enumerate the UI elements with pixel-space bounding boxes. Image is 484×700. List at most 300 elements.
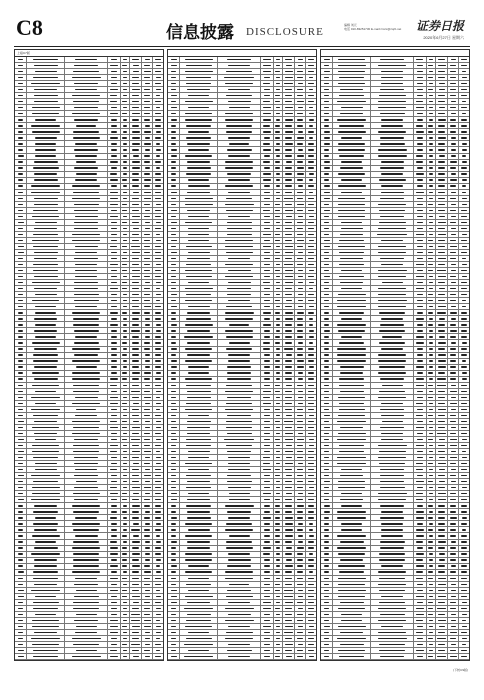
illegible-text (228, 354, 250, 355)
table-cell (65, 546, 108, 551)
illegible-text (156, 632, 161, 633)
table-cell (108, 636, 120, 641)
illegible-text (264, 318, 270, 319)
illegible-text (297, 517, 303, 518)
table-cell (108, 461, 120, 466)
illegible-text (429, 306, 433, 307)
table-cell (108, 268, 120, 273)
table-cell (436, 226, 448, 231)
illegible-text (171, 644, 176, 645)
illegible-text (18, 294, 23, 295)
illegible-text (75, 276, 97, 277)
illegible-text (31, 192, 60, 193)
table-cell (218, 63, 261, 68)
table-cell (180, 298, 218, 303)
illegible-text (186, 65, 212, 66)
table-cell (153, 449, 163, 454)
illegible-text (35, 469, 57, 470)
illegible-text (297, 571, 303, 572)
illegible-text (122, 101, 127, 102)
illegible-text (379, 95, 406, 96)
illegible-text (285, 294, 292, 295)
table-cell (371, 347, 414, 352)
illegible-text (171, 125, 176, 126)
table-cell (321, 413, 333, 418)
table-cell (371, 75, 414, 80)
table-cell (153, 546, 163, 551)
table-cell (27, 220, 65, 225)
table-cell (371, 389, 414, 394)
table-cell (436, 443, 448, 448)
illegible-text (297, 324, 303, 325)
table-cell (414, 461, 426, 466)
illegible-text (263, 403, 270, 404)
table-cell (448, 184, 459, 189)
illegible-text (429, 95, 433, 96)
table-cell (168, 99, 180, 104)
illegible-text (429, 565, 433, 566)
table-cell (130, 606, 142, 611)
table-cell (448, 588, 459, 593)
table-cell (274, 642, 283, 647)
illegible-text (324, 288, 328, 289)
table-cell (142, 304, 153, 309)
table-cell (274, 437, 283, 442)
illegible-text (378, 155, 407, 156)
table-cell (459, 232, 469, 237)
table-cell (283, 552, 295, 557)
table-cell (130, 419, 142, 424)
table-cell (261, 160, 273, 165)
illegible-text (31, 553, 60, 554)
illegible-text (186, 487, 211, 488)
illegible-text (123, 192, 127, 193)
table-cell (180, 129, 218, 134)
illegible-text (308, 372, 314, 373)
table-cell (153, 316, 163, 321)
illegible-text (309, 336, 314, 337)
table-cell (218, 268, 261, 273)
table-cell (168, 286, 180, 291)
illegible-text (226, 95, 253, 96)
illegible-text (122, 378, 127, 379)
illegible-text (324, 354, 330, 355)
illegible-text (132, 547, 140, 548)
table-cell (261, 461, 273, 466)
table-cell (15, 292, 27, 297)
table-cell (459, 268, 469, 273)
table-cell (274, 395, 283, 400)
table-cell (414, 582, 426, 587)
table-cell (180, 594, 218, 599)
illegible-text (171, 475, 176, 476)
illegible-text (155, 216, 160, 217)
illegible-text (171, 541, 177, 542)
illegible-text (308, 397, 314, 398)
table-column-3 (320, 49, 470, 661)
table-cell (130, 431, 142, 436)
illegible-text (171, 511, 176, 512)
illegible-text (188, 216, 210, 217)
table-cell (306, 268, 316, 273)
table-cell (65, 564, 108, 569)
table-cell (283, 365, 295, 370)
table-cell (436, 588, 448, 593)
table-cell (321, 220, 333, 225)
table-cell (306, 166, 316, 171)
illegible-text (461, 397, 466, 398)
illegible-text (264, 240, 271, 241)
table-cell (414, 606, 426, 611)
table-cell (333, 533, 371, 538)
illegible-text (123, 125, 127, 126)
illegible-text (378, 276, 406, 277)
illegible-text (339, 409, 365, 410)
illegible-text (380, 481, 404, 482)
illegible-text (429, 228, 433, 229)
illegible-text (309, 77, 314, 78)
table-cell (459, 377, 469, 382)
table-cell (295, 316, 306, 321)
illegible-text (450, 95, 457, 96)
table-cell (459, 395, 469, 400)
illegible-text (32, 644, 58, 645)
illegible-text (438, 354, 446, 355)
illegible-text (324, 493, 329, 494)
table-cell (168, 87, 180, 92)
illegible-text (155, 198, 161, 199)
illegible-text (416, 385, 424, 386)
illegible-text (18, 590, 24, 591)
illegible-text (188, 457, 209, 458)
illegible-text (171, 119, 177, 120)
illegible-text (275, 342, 280, 343)
illegible-text (381, 318, 403, 319)
table-cell (333, 425, 371, 430)
table-cell (108, 546, 120, 551)
illegible-text (263, 173, 270, 174)
illegible-text (324, 397, 329, 398)
table-cell (261, 600, 273, 605)
illegible-text (428, 578, 433, 579)
table-cell (459, 600, 469, 605)
illegible-text (324, 113, 328, 114)
table-cell (295, 564, 306, 569)
illegible-text (461, 222, 466, 223)
illegible-text (145, 547, 150, 548)
table-cell (142, 232, 153, 237)
table-cell (436, 600, 448, 605)
illegible-text (276, 77, 280, 78)
table-cell (180, 485, 218, 490)
table-cell (168, 642, 180, 647)
illegible-text (171, 89, 176, 90)
illegible-text (144, 95, 150, 96)
table-cell (295, 111, 306, 116)
illegible-text (285, 77, 293, 78)
table-cell (130, 226, 142, 231)
table-cell (427, 117, 436, 122)
illegible-text (337, 547, 366, 548)
table-cell (130, 582, 142, 587)
table-cell (274, 540, 283, 545)
illegible-text (123, 523, 127, 524)
illegible-text (429, 499, 433, 500)
illegible-text (111, 638, 117, 639)
table-cell (168, 636, 180, 641)
illegible-text (18, 155, 24, 156)
table-cell (121, 190, 130, 195)
illegible-text (264, 306, 270, 307)
illegible-text (171, 620, 176, 621)
table-cell (274, 431, 283, 436)
illegible-text (438, 167, 445, 168)
illegible-text (144, 155, 150, 156)
table-cell (130, 57, 142, 62)
table-cell (261, 141, 273, 146)
illegible-text (144, 650, 150, 651)
table-cell (371, 570, 414, 575)
table-cell (142, 262, 153, 267)
table-cell (321, 533, 333, 538)
illegible-text (284, 632, 292, 633)
table-cell (168, 389, 180, 394)
illegible-text (461, 294, 467, 295)
illegible-text (428, 372, 433, 373)
table-cell (130, 310, 142, 315)
table-cell (274, 389, 283, 394)
illegible-text (171, 312, 176, 313)
illegible-text (417, 602, 423, 603)
illegible-text (308, 59, 313, 60)
table-cell (180, 365, 218, 370)
illegible-text (145, 210, 150, 211)
illegible-text (132, 409, 139, 410)
illegible-text (111, 59, 117, 60)
illegible-text (276, 89, 280, 90)
illegible-text (451, 306, 456, 307)
illegible-text (309, 324, 314, 325)
table-cell (65, 172, 108, 177)
illegible-text (450, 463, 456, 464)
illegible-text (461, 288, 467, 289)
table-cell (168, 262, 180, 267)
illegible-text (340, 372, 363, 373)
table-cell (108, 419, 120, 424)
table-cell (306, 63, 316, 68)
table-cell (274, 63, 283, 68)
illegible-text (341, 161, 363, 162)
table-cell (321, 274, 333, 279)
table-cell (306, 654, 316, 659)
illegible-text (285, 439, 293, 440)
illegible-text (110, 469, 117, 470)
illegible-text (462, 264, 467, 265)
illegible-text (297, 499, 304, 500)
illegible-text (187, 258, 209, 259)
illegible-text (461, 415, 467, 416)
table-cell (130, 334, 142, 339)
illegible-text (275, 131, 280, 132)
table-cell (108, 582, 120, 587)
illegible-text (123, 59, 127, 60)
table-cell (218, 582, 261, 587)
table-cell (448, 298, 459, 303)
illegible-text (263, 71, 271, 72)
illegible-text (111, 71, 118, 72)
table-cell (414, 612, 426, 617)
table-cell (283, 280, 295, 285)
table-cell (274, 485, 283, 490)
table-cell (153, 564, 163, 569)
table-cell (306, 160, 316, 165)
table-cell (427, 111, 436, 116)
table-cell (15, 576, 27, 581)
table-cell (427, 401, 436, 406)
table-cell (65, 419, 108, 424)
illegible-text (171, 632, 176, 633)
illegible-text (308, 143, 314, 144)
table-cell (436, 431, 448, 436)
table-cell (459, 533, 469, 538)
table-cell (108, 81, 120, 86)
illegible-text (380, 505, 403, 506)
table-cell (153, 93, 163, 98)
illegible-text (324, 119, 329, 120)
table-cell (121, 437, 130, 442)
illegible-text (74, 487, 98, 488)
illegible-text (171, 282, 176, 283)
illegible-text (132, 415, 139, 416)
table-cell (371, 588, 414, 593)
page-code: C8 (16, 15, 43, 40)
table-cell (27, 178, 65, 183)
table-cell (108, 642, 120, 647)
illegible-text (416, 403, 423, 404)
table-cell (283, 262, 295, 267)
table-cell (218, 479, 261, 484)
illegible-text (264, 360, 270, 361)
table-cell (283, 178, 295, 183)
table-cell (27, 340, 65, 345)
illegible-text (156, 541, 161, 542)
illegible-text (379, 590, 405, 591)
illegible-text (18, 433, 24, 434)
table-cell (274, 479, 283, 484)
illegible-text (285, 378, 291, 379)
illegible-text (308, 83, 314, 84)
table-cell (153, 226, 163, 231)
table-cell (121, 594, 130, 599)
illegible-text (285, 282, 293, 283)
illegible-text (75, 415, 97, 416)
table-cell (65, 353, 108, 358)
table-cell (130, 268, 142, 273)
table-cell (306, 401, 316, 406)
illegible-text (378, 372, 407, 373)
illegible-text (132, 258, 139, 259)
illegible-text (144, 300, 150, 301)
illegible-text (187, 397, 211, 398)
table-cell (295, 570, 306, 575)
table-cell (261, 395, 273, 400)
table-cell (274, 280, 283, 285)
table-cell (65, 322, 108, 327)
table-cell (321, 515, 333, 520)
illegible-text (18, 143, 23, 144)
illegible-text (229, 107, 250, 108)
illegible-text (428, 89, 433, 90)
illegible-text (461, 596, 467, 597)
illegible-text (226, 125, 251, 126)
table-cell (414, 425, 426, 430)
table-cell (436, 515, 448, 520)
illegible-text (286, 475, 292, 476)
table-cell (130, 184, 142, 189)
illegible-text (155, 415, 161, 416)
illegible-text (171, 222, 177, 223)
illegible-text (156, 222, 161, 223)
illegible-text (337, 324, 366, 325)
illegible-text (309, 656, 314, 657)
illegible-text (461, 137, 466, 138)
table-cell (427, 274, 436, 279)
table-cell (459, 389, 469, 394)
table-cell (15, 407, 27, 412)
table-cell (448, 419, 459, 424)
illegible-text (18, 397, 23, 398)
illegible-text (381, 185, 403, 186)
table-cell (27, 353, 65, 358)
table-cell (108, 540, 120, 545)
table-cell (448, 328, 459, 333)
illegible-text (429, 71, 433, 72)
table-cell (306, 521, 316, 526)
table-cell (142, 570, 153, 575)
illegible-text (263, 234, 270, 235)
table-cell (306, 413, 316, 418)
table-cell (283, 509, 295, 514)
illegible-text (76, 650, 97, 651)
table-cell (448, 190, 459, 195)
table-cell (142, 527, 153, 532)
illegible-text (380, 198, 403, 199)
table-cell (142, 238, 153, 243)
table-cell (27, 479, 65, 484)
table-cell (436, 503, 448, 508)
table-cell (180, 654, 218, 659)
illegible-text (309, 173, 314, 174)
illegible-text (429, 348, 433, 349)
table-cell (130, 636, 142, 641)
table-cell (295, 274, 306, 279)
table-cell (333, 87, 371, 92)
illegible-text (263, 517, 270, 518)
table-cell (436, 558, 448, 563)
illegible-text (264, 445, 270, 446)
table-cell (371, 334, 414, 339)
illegible-text (438, 535, 445, 536)
table-cell (306, 461, 316, 466)
table-cell (15, 93, 27, 98)
illegible-text (297, 167, 304, 168)
illegible-text (381, 535, 403, 536)
illegible-text (73, 608, 100, 609)
illegible-text (450, 608, 456, 609)
table-cell (283, 190, 295, 195)
table-cell (27, 172, 65, 177)
table-cell (333, 129, 371, 134)
